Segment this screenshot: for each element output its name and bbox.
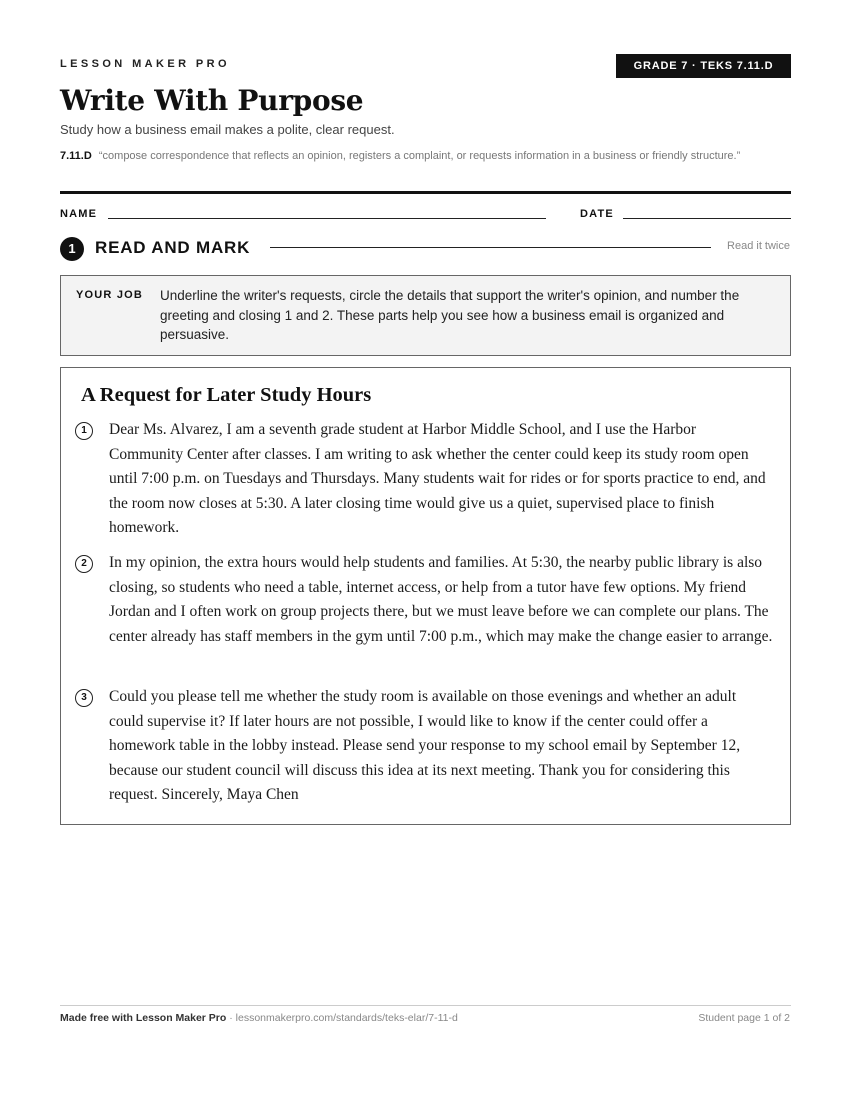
standard-text: “compose correspondence that reflects an opinion, registers a complaint, or requests information in a business or friendly structure.” — [98, 150, 741, 162]
name-field[interactable] — [108, 218, 546, 219]
footer-url[interactable]: lessonmakerpro.com/standards/teks-elar/7-11-d — [235, 1012, 458, 1024]
standard-description — [60, 148, 780, 165]
page-subtitle: Study how a business email makes a polite, clear request. — [60, 122, 395, 137]
paragraph-text[interactable]: Could you please tell me whether the study room is available on those evenings and whether an adult could supervise it? If later hours are not possible, I would like to know if the center could offer a homework table in the lobby instead. Please send your response to my school email by September 12, because our student council will discuss this idea at its next meeting. Thank you for considering this request. Sincerely, Maya Chen — [109, 688, 741, 803]
footer-divider — [60, 1005, 791, 1006]
name-label: NAME — [60, 208, 98, 220]
section-number-badge: 1 — [60, 237, 84, 261]
date-field[interactable] — [623, 218, 791, 219]
page-indicator: Student page 1 of 2 — [698, 1012, 790, 1024]
footer-credit — [60, 1012, 458, 1024]
job-label: YOUR JOB — [76, 289, 144, 301]
header-divider — [60, 191, 791, 194]
footer-separator: · — [226, 1012, 236, 1024]
date-label: DATE — [580, 208, 614, 220]
section-title: READ AND MARK — [95, 238, 251, 257]
paragraph-number: 1 — [75, 422, 93, 440]
paragraph-text[interactable]: In my opinion, the extra hours would help students and families. At 5:30, the nearby public library is also closing, so students who need a table, internet access, or help from a tutor have few options. My friend Jordan and I often work on group projects there, but we must leave before we can complete our plans. The center already has staff members in the gym until 7:00 p.m., which may make the change easier to arrange. — [109, 554, 773, 645]
grade-badge: GRADE 7 · TEKS 7.11.D — [616, 54, 791, 78]
job-instructions-text: Underline the writer's requests, circle the details that support the writer's opinion, and number the greeting and closing 1 and 2. These parts help you see how a business email is organized and persuasive. — [160, 288, 740, 342]
passage-title: A Request for Later Study Hours — [81, 384, 372, 406]
section-hint: Read it twice — [727, 240, 790, 252]
paragraph-number: 2 — [75, 555, 93, 573]
page-title: Write With Purpose — [60, 84, 364, 117]
brand-name: LESSON MAKER PRO — [60, 58, 230, 70]
standard-code: 7.11.D — [60, 150, 92, 162]
paragraph-number: 3 — [75, 689, 93, 707]
section-divider — [270, 247, 711, 248]
job-instructions-box — [60, 275, 791, 356]
reading-passage — [60, 367, 791, 825]
paragraph-text[interactable]: Dear Ms. Alvarez, I am a seventh grade student at Harbor Middle School, and I use the Harbor Community Center after classes. I am writing to ask whether the center could keep its study room open until 7:00 p.m. on Tuesdays and Thursdays. Many students wait for rides or for sports practice to end, and the room now closes at 5:30. A later closing time would give us a quiet, supervised place to finish homework. — [109, 421, 766, 536]
footer-made-with: Made free with Lesson Maker Pro — [60, 1012, 227, 1024]
